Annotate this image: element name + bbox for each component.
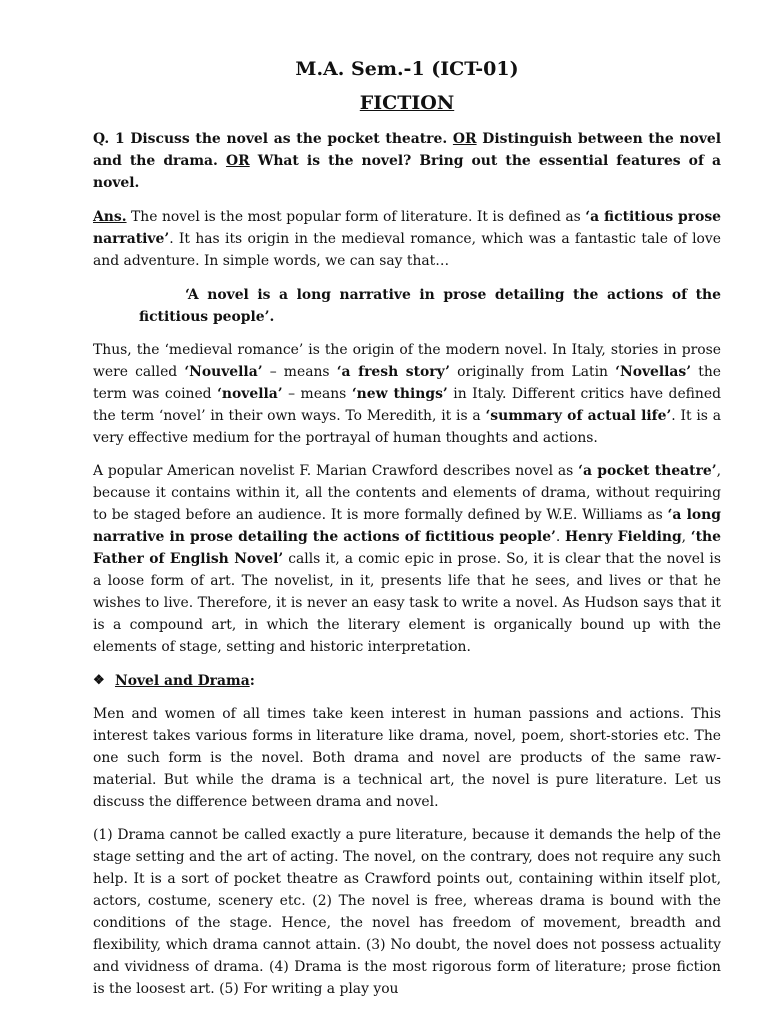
answer-emphasis: ‘a fictitious prose narrative’ — [93, 209, 722, 247]
body-text: calls it, a comic epic in prose. So, it is clear that the novel is a loose form of art. The novelist, in it, presents life that he sees, and lives or that he wishes to live. Therefore, it is never an easy task to write a novel. As Hudson says that it is a compound art, in which the literary element is organically bound up with the elements of stage, setting and historic interpretation. — [93, 551, 721, 655]
body-text: originally from Latin — [450, 364, 616, 380]
answer-text: The novel is the most popular form of literature. It is defined as — [126, 209, 586, 225]
body-text: the term was coined — [93, 364, 721, 402]
emphasis-text: ‘summary of actual life’ — [485, 408, 672, 424]
emphasis-text: Henry Fielding — [565, 529, 682, 545]
definition-quote: ‘A novel is a long narrative in prose detailing the actions of the fictitious people’. — [139, 287, 721, 325]
emphasis-text: ‘Nouvella’ — [184, 364, 263, 380]
question-part-1: Q. 1 Discuss the novel as the pocket theatre. — [93, 131, 448, 147]
novel-drama-paragraph: Men and women of all times take keen interest in human passions and actions. This interest takes various forms in literature like drama, novel, poem, short-stories etc. The one such form is the novel. Both drama and novel are products of the same raw-material. But while the drama is a technical art, the novel is pure literature. Let us discuss the difference between drama and novel. — [93, 706, 721, 810]
body-text: – means — [262, 364, 337, 380]
answer-text: . It has its origin in the medieval romance, which was a fantastic tale of love and adventure. In simple words, we can say that… — [93, 231, 721, 269]
body-text: A popular American novelist F. Marian Crawford describes novel as — [93, 463, 579, 479]
emphasis-text: ‘the Father of English Novel’ — [93, 529, 721, 567]
document-page — [93, 52, 721, 1000]
body-text: , — [681, 529, 691, 545]
body-text: Thus, the ‘medieval romance’ is the origin of the modern novel. In Italy, stories in prose were called — [93, 342, 721, 380]
question-or-2: OR — [226, 153, 250, 169]
origin-paragraph — [93, 339, 721, 449]
crawford-paragraph — [93, 460, 721, 658]
body-text: , because it contains within it, all the contents and elements of drama, without requiring to be staged before an audience. It is more formally defined by W.E. Williams as — [93, 463, 721, 523]
differences-paragraph: (1) Drama cannot be called exactly a pure literature, because it demands the help of the stage setting and the art of acting. The novel, on the contrary, does not require any such help. It is a sort of pocket theatre as Crawford points out, containing within itself plot, actors, costume, scenery etc. (2) The novel is free, whereas drama is bound with the conditions of the stage. Hence, the novel has freedom of movement, breadth and flexibility, which drama cannot attain. (3) No doubt, the novel does not possess actuality and vividness of drama. (4) Drama is the most rigorous form of literature; prose fiction is the loosest art. (5) For writing a play you — [93, 827, 721, 997]
emphasis-text: ‘a long narrative in prose detailing the actions of fictitious people’ — [93, 507, 721, 545]
body-text: . — [555, 529, 566, 545]
question-part-3: What is the novel? Bring out the essential features of a novel. — [93, 153, 722, 191]
section-heading-colon: : — [249, 673, 255, 689]
question-part-2: Distinguish between the novel and the drama. — [93, 131, 722, 169]
emphasis-text: ‘a fresh story’ — [336, 364, 450, 380]
body-text: – means — [282, 386, 352, 402]
diamond-bullet-icon: ❖ — [93, 673, 105, 688]
question-or-1: OR — [452, 131, 477, 147]
body-text: in Italy. Different critics have defined the term ‘novel’ in their own ways. To Meredith, it is a — [93, 386, 721, 424]
answer-paragraph — [93, 206, 721, 272]
section-heading — [93, 670, 721, 692]
emphasis-text: ‘new things’ — [351, 386, 448, 402]
body-text: . It is a very effective medium for the portrayal of human thoughts and actions. — [93, 408, 721, 446]
question-paragraph — [93, 128, 721, 194]
emphasis-text: ‘novella’ — [217, 386, 283, 402]
page-title: M.A. Sem.-1 (ICT-01) — [295, 58, 519, 80]
emphasis-text: ‘a pocket theatre’ — [578, 463, 717, 479]
section-heading-text: Novel and Drama — [115, 673, 250, 689]
page-subtitle: FICTION — [359, 92, 455, 114]
emphasis-text: ‘Novellas’ — [615, 364, 692, 380]
answer-label: Ans. — [93, 209, 127, 225]
